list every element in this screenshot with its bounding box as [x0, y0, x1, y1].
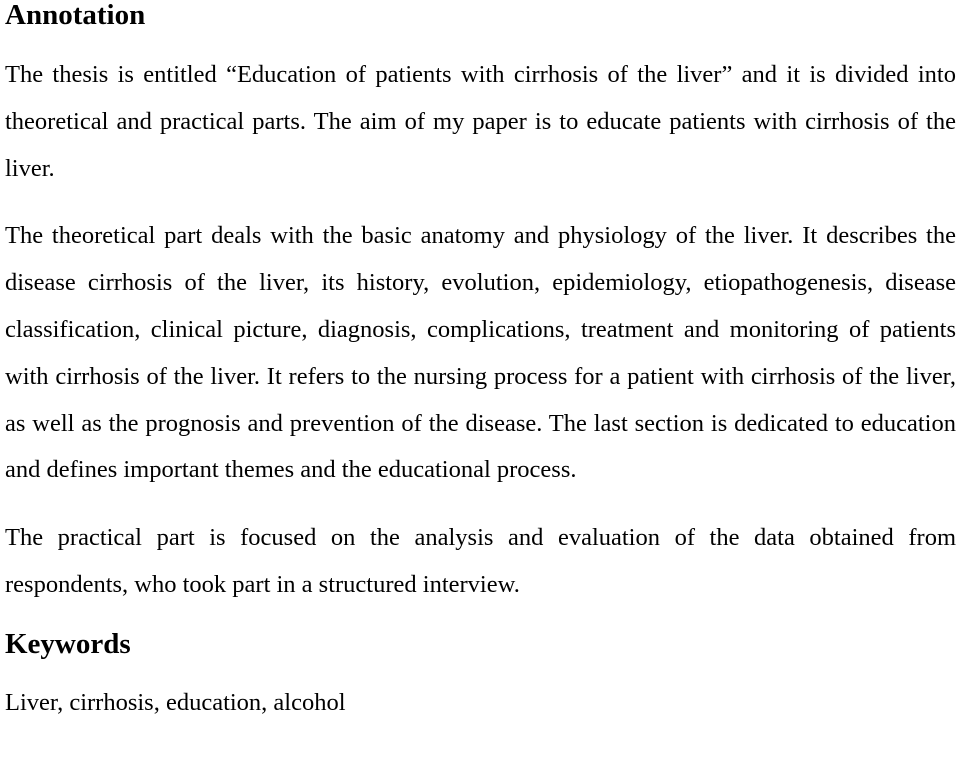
- annotation-paragraph-3: The practical part is focused on the analysis and evaluation of the data obtained from respondents, who took part in a structured interview.: [5, 524, 956, 598]
- document-page: [5, 0, 956, 727]
- annotation-heading: Annotation: [5, 0, 146, 31]
- keywords-text: Liver, cirrhosis, education, alcohol: [5, 688, 346, 716]
- keywords-heading: Keywords: [5, 627, 131, 660]
- annotation-paragraph-2: The theoretical part deals with the basic anatomy and physiology of the liver. It describes the disease cirrhosis of the liver, its history, evolution, epidemiology, etiopathogenesis, disease classification, clinical picture, diagnosis, complications, treatment and monitoring of patients with cirrhosis of the liver. It refers to the nursing process for a patient with cirrhosis of the liver, as well as the prognosis and prevention of the disease. The last section is dedicated to education and defines important themes and the educational process.: [5, 222, 956, 484]
- annotation-paragraph-1: The thesis is entitled “Education of patients with cirrhosis of the liver” and it is divided into theoretical and practical parts. The aim of my paper is to educate patients with cirrhosis of the liver.: [5, 61, 956, 182]
